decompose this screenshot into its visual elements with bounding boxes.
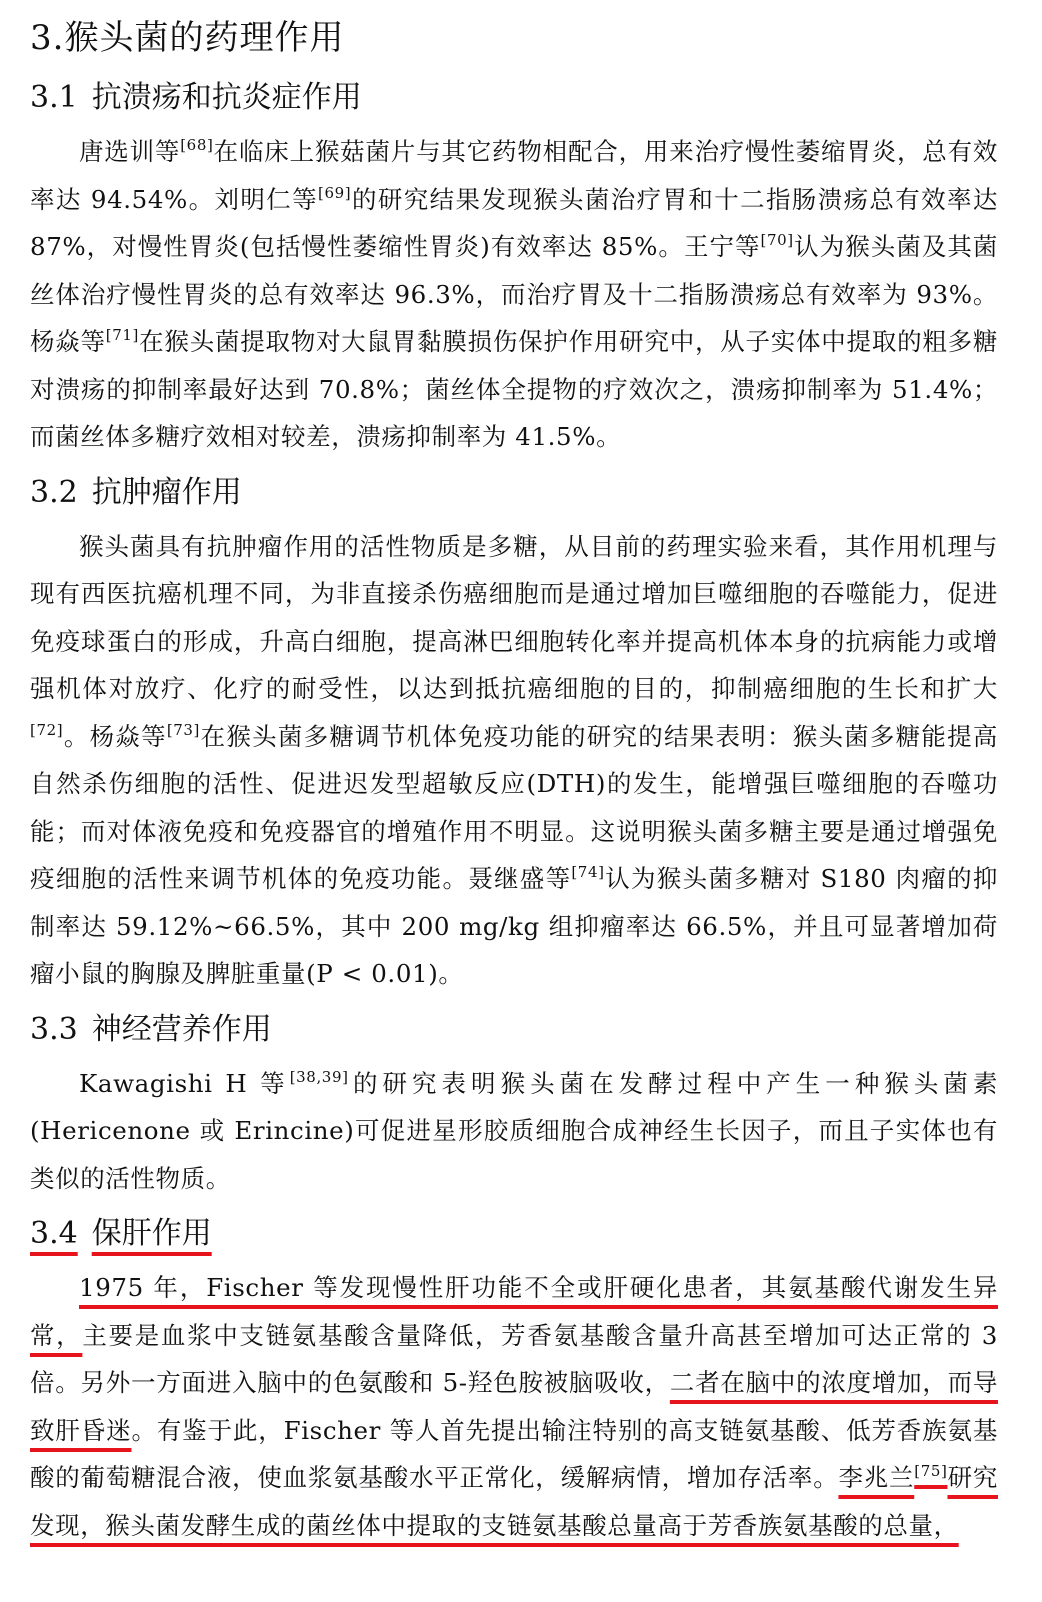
- section-title: 保肝作用: [91, 1216, 212, 1251]
- section-3-2: [30, 467, 998, 998]
- highlighted-text: 李兆兰: [838, 1463, 915, 1492]
- paragraph-text: 在猴头菌多糖调节机体免疫功能的研究的结果表明：猴头菌多糖能提高自然杀伤细胞的活性、促进迟发型超敏反应(DTH)的发生，能增强巨噬细胞的吞噬功能；而对体液免疫和免疫器官的增殖作用不明显。这说明猴头菌多糖主要是通过增强免疫细胞的活性来调节机体的免疫功能。聂继盛等: [30, 721, 998, 893]
- citation-ref: [71]: [105, 326, 139, 344]
- paragraph-text: 唐选训等: [79, 137, 181, 166]
- paragraph-text: 认为猴头菌多糖对 S180 肉瘤的抑制率达 59.12%~66.5%，其中 200 mg/kg 组抑瘤率达 66.5%，并且可显著增加荷瘤小鼠的胸腺及脾脏重量(P < 0.01)。: [30, 864, 998, 988]
- paragraph-text: 的研究表明猴头菌在发酵过程中产生一种猴头菌素(Hericenone 或 Erincine)可促进星形胶质细胞合成神经生长因子，而且子实体也有类似的活性物质。: [30, 1068, 998, 1193]
- section-heading: [30, 1208, 998, 1260]
- paragraph-text: 认为猴头菌及其菌丝体治疗慢性胃炎的总有效率达 96.3%，而治疗胃及十二指肠溃疡总有效率为 93%。杨焱等: [30, 232, 998, 356]
- section-number: 3.1: [30, 80, 78, 115]
- document-page: [30, 14, 998, 1549]
- section-heading: [30, 467, 998, 519]
- paragraph-text: 。有鉴于此，Fischer 等人首先提出输注特别的高支链氨基酸、低芳香族氨基酸的葡萄糖混合液，使血浆氨基酸水平正常化，缓解病情，增加存活率。: [30, 1415, 998, 1492]
- section-number: 3.3: [30, 1011, 78, 1047]
- paragraph-text: 在临床上猴菇菌片与其它药物相配合，用来治疗慢性萎缩胃炎，总有效率达 94.54%。刘明仁等: [30, 137, 998, 214]
- section-number: 3.4: [30, 1216, 78, 1251]
- section-title: 神经营养作用: [91, 1011, 272, 1047]
- section-3-3: [30, 1004, 998, 1203]
- citation-ref: [75]: [914, 1462, 948, 1480]
- section-3-4: [30, 1208, 998, 1549]
- section-heading: [30, 72, 998, 124]
- citation-ref: [74]: [571, 863, 605, 881]
- paragraph-text: 。杨焱等: [63, 721, 167, 751]
- highlighted-text: 研究发现，猴头菌发酵生成的菌丝体中提取的支链氨基酸总量高于芳香族氨基酸的总量，: [30, 1463, 998, 1540]
- section-paragraph: [30, 1264, 998, 1549]
- paragraph-text: 的研究结果发现猴头菌治疗胃和十二指肠溃疡总有效率达 87%，对慢性胃炎(包括慢性萎缩性胃炎)有效率达 85%。王宁等: [30, 184, 999, 261]
- section-3-1: [30, 72, 998, 461]
- section-title: 抗肿瘤作用: [91, 474, 242, 510]
- highlighted-text: 1975 年，Fischer 等发现慢性肝功能不全或肝硬化患者，其氨基酸代谢发生异常，: [30, 1273, 998, 1350]
- section-title: 抗溃疡和抗炎症作用: [91, 80, 362, 115]
- citation-ref: [69]: [318, 183, 352, 202]
- paragraph-text: 主要是血浆中支链氨基酸含量降低，芳香氨基酸含量升高甚至增加可达正常的 3 倍。另外一方面进入脑中的色氨酸和 5-羟色胺被脑吸收，: [30, 1320, 998, 1397]
- paragraph-text: Kawagishi H 等: [79, 1068, 290, 1098]
- section-heading: [30, 1004, 998, 1056]
- highlighted-text: 二者在脑中的浓度增加，而导致肝昏迷: [30, 1368, 998, 1445]
- citation-ref: [72]: [30, 720, 64, 739]
- paragraph-text: 猴头菌具有抗肿瘤作用的活性物质是多糖，从目前的药理实验来看，其作用机理与现有西医抗癌机理不同，为非直接杀伤癌细胞而是通过增加巨噬细胞的吞噬能力，促进免疫球蛋白的形成，升高白细胞，提高淋巴细胞转化率并提高机体本身的抗病能力或增强机体对放疗、化疗的耐受性，以达到抵抗癌细胞的目的，抑制癌细胞的生长和扩大: [30, 531, 998, 703]
- citation-ref: [70]: [760, 231, 794, 249]
- section-number: 3.2: [30, 474, 78, 510]
- citation-ref: [73]: [166, 720, 201, 739]
- chapter-title: 3.猴头菌的药理作用: [30, 18, 345, 58]
- citation-ref: [38,39]: [289, 1067, 349, 1086]
- section-paragraph: [30, 523, 998, 998]
- section-paragraph: [30, 128, 998, 461]
- section-paragraph: [30, 1060, 998, 1203]
- paragraph-text: 在猴头菌提取物对大鼠胃黏膜损伤保护作用研究中，从子实体中提取的粗多糖对溃疡的抑制率最好达到 70.8%；菌丝体全提物的疗效次之，溃疡抑制率为 51.4%；而菌丝体多糖疗效相对较差，溃疡抑制率为 41.5%。: [30, 327, 998, 451]
- citation-ref: [68]: [180, 136, 214, 154]
